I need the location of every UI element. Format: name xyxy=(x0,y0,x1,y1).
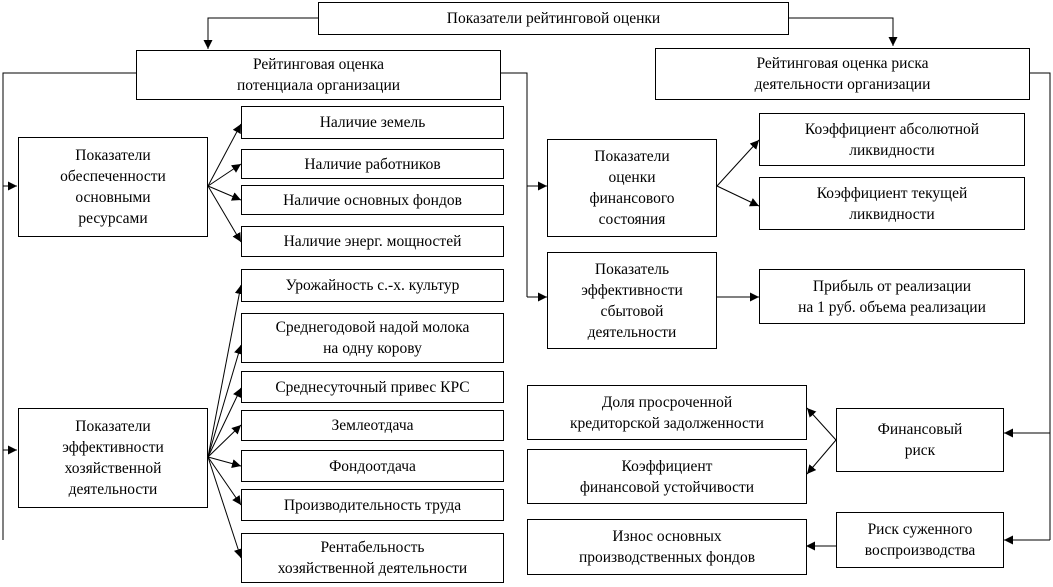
resources-item-4: Наличие энерг. мощностей xyxy=(241,226,504,257)
financial-risk-box xyxy=(836,408,1004,472)
reproduction-risk-item-1: Износ основных производственных фондов xyxy=(527,519,807,575)
potential-label: Рейтинговая оценка потенциала организации xyxy=(236,56,401,94)
arrow-fin-2 xyxy=(717,186,759,206)
risk-box xyxy=(655,48,1030,100)
arrow-res-4 xyxy=(208,186,241,242)
efficiency-item-7: Рентабельность хозяйственной деятельности xyxy=(241,533,504,583)
reproduction-risk-box xyxy=(836,512,1004,568)
financial-state-box xyxy=(547,139,717,237)
sales-box xyxy=(547,252,717,349)
efficiency-item-5: Фондоотдача xyxy=(241,450,504,482)
resources-item-2: Наличие работников xyxy=(241,149,504,179)
efficiency-box xyxy=(18,408,208,508)
risk-label: Рейтинговая оценка риска деятельности организации xyxy=(754,55,931,93)
financial-risk-item-2: Коэффициент финансовой устойчивости xyxy=(527,449,807,504)
efficiency-item-3: Среднесуточный привес КРС xyxy=(241,371,504,403)
arrow-eff-1 xyxy=(208,285,241,457)
financial-state-item-1: Коэффициент абсолютной ликвидности xyxy=(759,113,1025,166)
arrow-title-to-risk xyxy=(789,18,893,46)
resources-item-1: Наличие земель xyxy=(241,106,504,139)
arrow-fin-1 xyxy=(717,140,759,186)
arrow-frisk-1 xyxy=(807,408,836,440)
title-box xyxy=(318,2,789,35)
sales-item-1: Прибыль от реализации на 1 руб. объема реализации xyxy=(759,269,1025,324)
efficiency-item-2: Среднегодовой надой молока на одну корову xyxy=(241,313,504,363)
financial-state-label: Показатели оценки финансового состояния xyxy=(589,148,675,228)
reproduction-risk-label: Риск суженного воспроизводства xyxy=(864,521,976,559)
arrow-eff-7 xyxy=(208,457,241,558)
sales-label: Показатель эффективности сбытовой деятельности xyxy=(581,260,683,341)
financial-state-item-2: Коэффициент текущей ликвидности xyxy=(759,177,1025,230)
financial-risk-item-1: Доля просроченной кредиторской задолженности xyxy=(527,385,807,440)
efficiency-item-4: Землеотдача xyxy=(241,410,504,441)
resources-item-3: Наличие основных фондов xyxy=(241,185,504,215)
financial-risk-label: Финансовый риск xyxy=(877,421,963,459)
arrow-res-3 xyxy=(208,186,241,200)
arrow-title-to-potential xyxy=(208,18,318,49)
arrow-frisk-2 xyxy=(807,440,836,474)
arrow-res-2 xyxy=(208,164,241,186)
efficiency-label: Показатели эффективности хозяйственной деятельности xyxy=(62,418,164,498)
trunk-risk xyxy=(1030,73,1050,540)
title-label: Показатели рейтинговой оценки xyxy=(446,10,661,27)
efficiency-item-6: Производительность труда xyxy=(241,489,504,521)
efficiency-item-1: Урожайность с.-х. культур xyxy=(241,269,504,302)
arrow-eff-2 xyxy=(208,345,241,457)
arrow-res-1 xyxy=(208,124,241,186)
resources-label: Показатели обеспеченности основными ресурсами xyxy=(60,147,166,227)
trunk-right xyxy=(501,73,527,297)
potential-box xyxy=(136,50,501,100)
resources-box xyxy=(18,137,208,237)
arrow-eff-3 xyxy=(208,388,241,457)
